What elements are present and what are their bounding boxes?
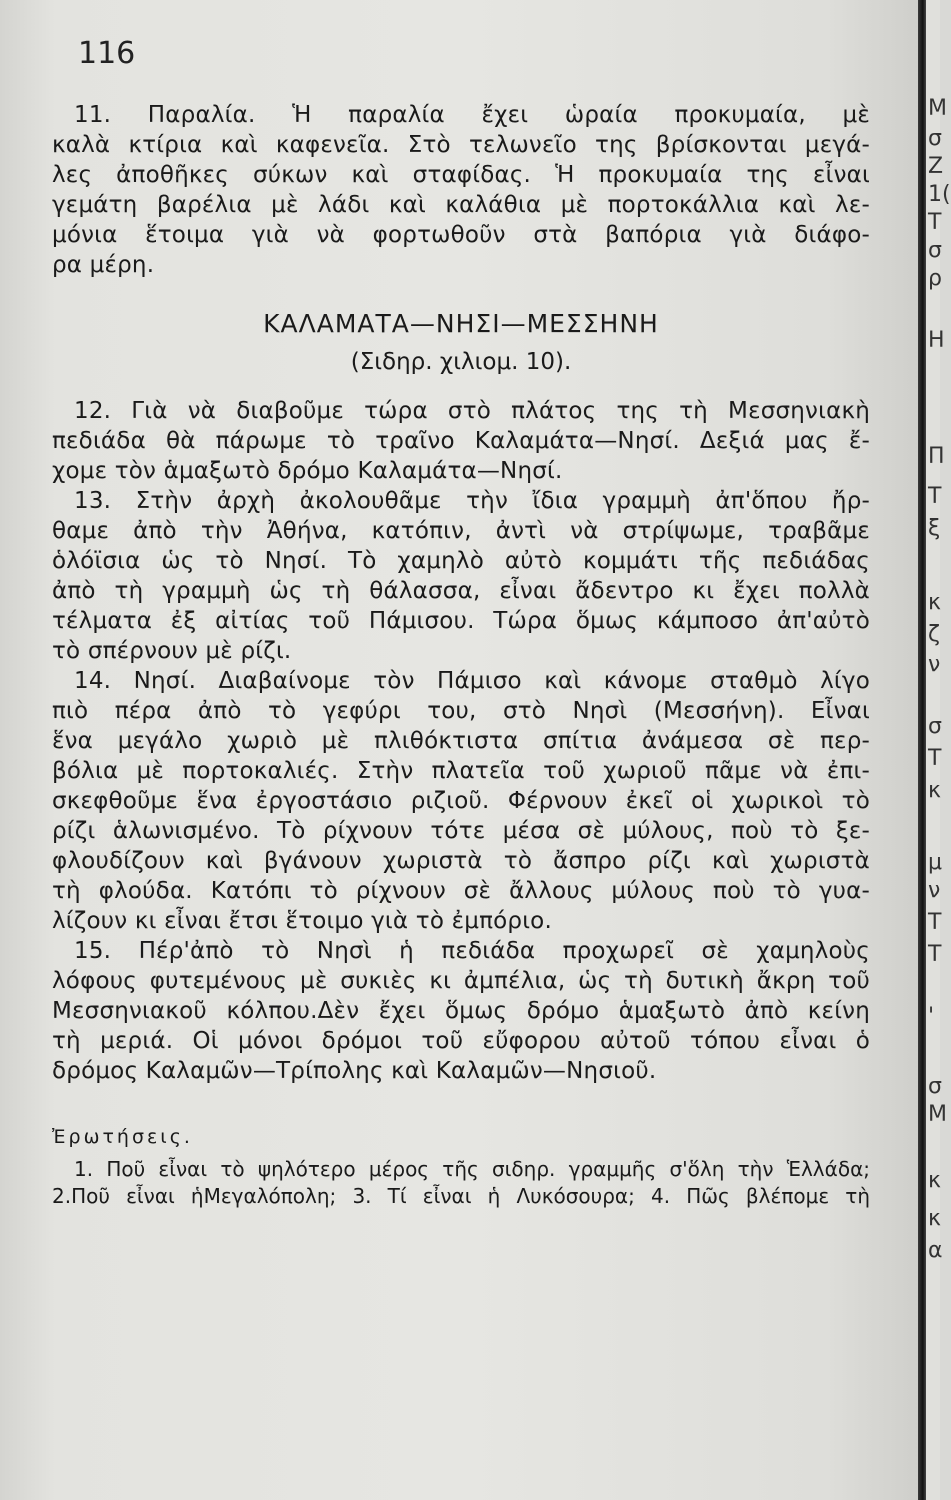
facing-page-glyph: ν bbox=[928, 652, 941, 677]
facing-page-glyph: Μ bbox=[928, 96, 947, 121]
facing-page-edge bbox=[926, 0, 951, 1500]
facing-page-glyph: Η bbox=[928, 328, 945, 353]
text-line: ἕνα μεγάλο χωριὸ μὲ πλιθόκτιστα σπίτια ἀνάμεσα σὲ περ- bbox=[52, 728, 870, 754]
text-line: δρόμος Καλαμῶν—Τρίπολης καὶ Καλαμῶν—Νησιοῦ. bbox=[52, 1058, 657, 1084]
text-line: 11. Παραλία. Ἡ παραλία ἔχει ὡραία προκυμαία, μὲ bbox=[74, 102, 870, 128]
text-line: σκεφθοῦμε ἕνα ἐργοστάσιο ριζιοῦ. Φέρνουν ἐκεῖ οἱ χωρικοὶ τὸ bbox=[52, 788, 870, 814]
text-line: πιὸ πέρα ἀπὸ τὸ γεφύρι του, στὸ Νησὶ (Μεσσήνη). Εἶναι bbox=[52, 698, 870, 724]
text-line: 12. Γιὰ νὰ διαβοῦμε τώρα στὸ πλάτος της τὴ Μεσσηνιακὴ bbox=[74, 398, 870, 424]
paragraph-14 bbox=[52, 666, 870, 936]
facing-page-glyph: κ bbox=[928, 590, 941, 615]
text-line: πεδιάδα θὰ πάρωμε τὸ τραῖνο Καλαμάτα—Νησί. Δεξιά μας ἔ- bbox=[52, 428, 870, 454]
text-line: λόφους φυτεμένους μὲ συκιὲς κι ἀμπέλια, ὡς τὴ δυτικὴ ἄκρη τοῦ bbox=[52, 968, 870, 994]
facing-page-glyph: α bbox=[928, 1238, 943, 1263]
facing-page-glyph: Ζ bbox=[928, 154, 944, 179]
facing-page-glyph: σ bbox=[928, 714, 942, 739]
facing-page-glyph: σ bbox=[928, 238, 942, 263]
text-line: βόλια μὲ πορτοκαλιές. Στὴν πλατεῖα τοῦ χωριοῦ πᾶμε νὰ ἐπι- bbox=[52, 758, 870, 784]
paragraph-11 bbox=[52, 100, 870, 280]
facing-page-glyph: 1( bbox=[928, 182, 951, 207]
facing-page-glyph: κ bbox=[928, 1168, 941, 1193]
facing-page-glyph: μ bbox=[928, 850, 942, 875]
text-line: φλουδίζουν καὶ βγάνουν χωριστὰ τὸ ἄσπρο ρίζι καὶ χωριστὰ bbox=[52, 848, 870, 874]
text-line: λες ἀποθῆκες σύκων καὶ σταφίδας. Ἡ προκυμαία της εἶναι bbox=[52, 162, 870, 188]
facing-page-glyph: Π bbox=[928, 444, 945, 469]
text-line: ἀπὸ τὴ γραμμὴ ὡς τὴ θάλασσα, εἶναι ἄδεντρο κι ἔχει πολλὰ bbox=[52, 578, 870, 604]
text-line: Μεσσηνιακοῦ κόλπου.Δὲν ἔχει ὅμως δρόμο ἁμαξωτὸ ἀπὸ κείνη bbox=[52, 998, 870, 1024]
facing-page-glyph: Μ bbox=[928, 1102, 947, 1127]
paragraph-12 bbox=[52, 396, 870, 486]
questions-title: Ἐρωτήσεις. bbox=[52, 1126, 193, 1148]
question-line: 1. Ποῦ εἶναι τὸ ψηλότερο μέρος τῆς σιδηρ. γραμμῆς σ'ὅλη τὴν Ἑλλάδα; bbox=[74, 1157, 870, 1181]
question-line: 2.Ποῦ εἶναι ἡΜεγαλόπολη; 3. Τί εἶναι ἡ Λυκόσουρα; 4. Πῶς βλέπομε τὴ bbox=[52, 1184, 870, 1208]
book-gutter bbox=[918, 0, 926, 1500]
body-text bbox=[52, 100, 870, 1210]
facing-page-glyph: κ bbox=[928, 1206, 941, 1231]
facing-page-glyph: σ bbox=[928, 126, 942, 151]
facing-page-glyph: ρ bbox=[928, 266, 942, 291]
text-line: τὴ μεριά. Οἱ μόνοι δρόμοι τοῦ εὔφορου αὐτοῦ τόπου εἶναι ὁ bbox=[52, 1028, 870, 1054]
text-line: 13. Στὴν ἀρχὴ ἀκολουθᾶμε τὴν ἴδια γραμμὴ ἀπ'ὅπου ἤρ- bbox=[74, 488, 870, 514]
text-line: 14. Νησί. Διαβαίνομε τὸν Πάμισο καὶ κάνομε σταθμὸ λίγο bbox=[74, 668, 870, 694]
text-line: 15. Πέρ'ἀπὸ τὸ Νησὶ ἡ πεδιάδα προχωρεῖ σὲ χαμηλοὺς bbox=[74, 938, 870, 964]
facing-page-glyph: ν bbox=[928, 878, 941, 903]
facing-page-glyph: Τ bbox=[928, 942, 942, 967]
paragraph-15 bbox=[52, 936, 870, 1086]
facing-page-glyph: Τ bbox=[928, 484, 942, 509]
section-subheading: (Σιδηρ. χιλιομ. 10). bbox=[350, 349, 572, 375]
facing-page-glyph: Τ bbox=[928, 746, 942, 771]
questions bbox=[52, 1156, 870, 1210]
page-number: 116 bbox=[78, 36, 136, 71]
facing-page-glyph: ξ bbox=[928, 516, 941, 541]
text-line: ρίζι ἁλωνισμένο. Τὸ ρίχνουν τότε μέσα σὲ μύλους, ποὺ τὸ ξε- bbox=[52, 818, 870, 844]
text-line: τὴ φλούδα. Κατόπι τὸ ρίχνουν σὲ ἄλλους μύλους ποὺ τὸ γυα- bbox=[52, 878, 870, 904]
text-line: ὁλόϊσια ὡς τὸ Νησί. Τὸ χαμηλὸ αὐτὸ κομμάτι τῆς πεδιάδας bbox=[52, 548, 870, 574]
text-line: τὸ σπέρνουν μὲ ρίζι. bbox=[52, 638, 292, 664]
text-line: τέλματα ἐξ αἰτίας τοῦ Πάμισου. Τώρα ὅμως κάμποσο ἀπ'αὐτὸ bbox=[52, 608, 870, 634]
text-line: ρα μέρη. bbox=[52, 252, 155, 278]
text-line: χομε τὸν ἁμαξωτὸ δρόμο Καλαμάτα—Νησί. bbox=[52, 458, 563, 484]
facing-page-glyph: κ bbox=[928, 778, 941, 803]
facing-page-glyph: Τ bbox=[928, 910, 942, 935]
text-line: λίζουν κι εἶναι ἔτσι ἕτοιμο γιὰ τὸ ἐμπόριο. bbox=[52, 908, 552, 934]
text-line: μόνια ἕτοιμα γιὰ νὰ φορτωθοῦν στὰ βαπόρια γιὰ διάφο- bbox=[52, 222, 870, 248]
text-line: θαμε ἀπὸ τὴν Ἀθήνα, κατόπιν, ἀντὶ νὰ στρίψωμε, τραβᾶμε bbox=[52, 518, 870, 544]
text-line: γεμάτη βαρέλια μὲ λάδι καὶ καλάθια μὲ πορτοκάλλια καὶ λε- bbox=[52, 192, 870, 218]
paragraph-13 bbox=[52, 486, 870, 666]
facing-page-glyph: ζ bbox=[928, 622, 940, 647]
text-line: καλὰ κτίρια καὶ καφενεῖα. Στὸ τελωνεῖο της βρίσκονται μεγά- bbox=[52, 132, 870, 158]
facing-page-glyph: σ bbox=[928, 1074, 942, 1099]
facing-page-glyph: Τ bbox=[928, 210, 942, 235]
facing-page-glyph: ' bbox=[928, 1004, 935, 1029]
section-heading: ΚΑΛΑΜΑΤΑ—ΝΗΣΙ—ΜΕΣΣΗΝΗ bbox=[263, 309, 659, 338]
